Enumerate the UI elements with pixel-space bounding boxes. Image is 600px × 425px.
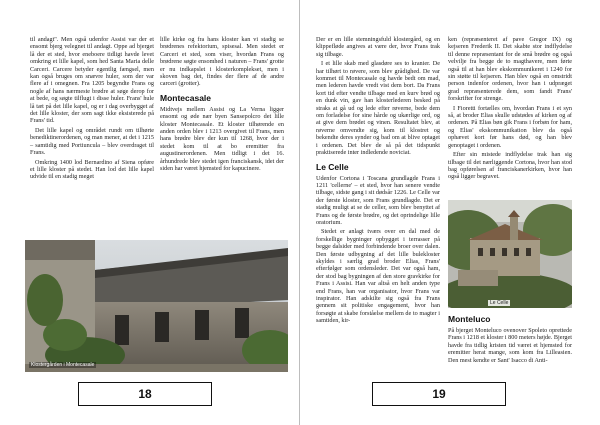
right-column-2 bbox=[448, 36, 572, 183]
paragraph: Stedet er anlagt tværs over en dal med de forskellige bygninger opbygget i terrasser på begge dalsider med forbindende broer over dalen. Den første udbygning af det lille bulekloster skyldes i særlig grad broder Elias, Frans' efterfølger som ordensleder. Det var også ham, der stod bag bygningen af den store gravkirke for Frans i Assisi. Han var altså en helt anden type end Frans, han var organisator, hvor Frans var inspirator. Han adskilte sig også fra Frans gennem sit politiske engagement, hvor han forsøgte at skabe forståelse mellem de to magter i samtiden, kir- bbox=[316, 228, 440, 325]
left-column-1 bbox=[30, 36, 154, 183]
paragraph: Der er en lille stemningsfuld klostergård, og en klippefløde angives at være der, hvor Frans trak sig tilbage. bbox=[316, 36, 440, 58]
right-page bbox=[300, 0, 600, 425]
section-heading-montecasale: Montecasale bbox=[160, 92, 212, 103]
page-number-box: 18 bbox=[78, 382, 212, 406]
paragraph: til andagt". Men også udenfor Assisi var der et ensomt bjerg velegnet til andagt. Oppe ad bjerget lå der et sted, hvor eneboere tidligt havde levet omkring et lille kapel, som hed Santa Maria delle Carceri. Carcere betyder egentlig fængsel, men kan også bruges om snævre huler, som der var flere af i omegnen. Fra 1205 begyndte Frans og nogle af hans nærmeste brødre at søge derop for at bede, og søgte tilflugt i disse huler. Frans' hule lå tæt på det lille kapel, og er i dag overbygget af det lille kloster, der som sagt ikke eksisterede på Frans' tid. bbox=[30, 36, 154, 125]
right-column-2-bottom bbox=[448, 314, 572, 366]
paragraph: ken (repræsenteret af pave Gregor IX) og kejseren Frederik II. Det skabte stor indflydelse til denne repræsentant for de små brødre og også velvilje fra begge de to magthavere, men førte også til at han blev ekskommunikeret i 1240 for sin støtte til kejseren. Han blev også en omstridt person indenfor ordenen, hvor han i udpræget grad repræsenterede dem, som fandt Frans' forskrifter for strenge. bbox=[448, 36, 572, 103]
section-heading-monteluco: Monteluco bbox=[448, 314, 491, 324]
paragraph: Midtvejs mellem Assisi og La Verna ligger ensomt og øde nær byen Sansepolcro det lille kloster Montecasale. Et kloster tilhørende en anden orden blev i 1213 overgivet til Frans, men hans brødre blev der kun til 1268, hvor der i stedet kom til at bo eremitter fra augustinerordenen. Men tidligt i det 16. århundrede blev stedet igen franciskansk, idet der siden har været hjemsted for kapucinere. bbox=[160, 105, 284, 173]
paragraph: Efter sin mistede indflydelse trak han sig tilbage til det nærliggende Cortona, hvor han stod bag opførelsen af franciskanerkirken, hvor han også ligger begravet. bbox=[448, 151, 572, 181]
page-number-box: 19 bbox=[372, 382, 506, 406]
paragraph: I Fioretti fortælles om, hvordan Frans i et syn så, at broder Elias skulle udstødes af kirken og af ordenen. På Elias bøn gik Frans i forbøn for ham, og Elias' ekskommunikation blev da også ophævet kort før hans død, og han blev genoptaget i ordenen. bbox=[448, 104, 572, 149]
cloister-photo-illustration bbox=[25, 240, 288, 372]
photo-caption: Le Celle bbox=[490, 300, 509, 306]
photo-caption: Klostergården i Montecasale bbox=[31, 362, 95, 368]
le-celle-photo bbox=[448, 200, 572, 308]
left-column-2 bbox=[160, 36, 284, 175]
paragraph: Omkring 1400 lod Bernardino af Siena opføre et lille kloster på stedet. Han lod det lille kapel udvide til en stadig meget bbox=[30, 158, 154, 181]
right-column-1 bbox=[316, 36, 440, 327]
le-celle-photo-illustration bbox=[448, 200, 572, 308]
section-heading-le-celle: Le Celle bbox=[316, 161, 349, 172]
paragraph: Det lille kapel og området rundt om tilhørte benediktinerordenen, og man mener, at det i 1215 – samtidig med Portiuncula – blev overdraget til Frans. bbox=[30, 126, 154, 157]
paragraph: På bjerget Monteluco ovenover Spoleto oprettede Frans i 1218 et kloster i 800 meters højde. Bjerget havde fra tidlig kristen tid været et hjemsted for eremitter herat mange, som kom fra Lilleasien. Den mest kendte er Sant' Isacco di Anti- bbox=[448, 327, 572, 364]
paragraph: I et lille skab med glasdøre ses to kranier. De har tilhørt to røvere, som blev grådighed. De var kommet til Montecasale og havde bedt om mad, men lederen havde vredt vist dem bort. Da Frans kort tid efter vendte tilbage med en kurv brød og en dunk vin, gav han klosterlederen besked på straks at gå ud og lede efter røverne, bede dem om forladelse for sine hårde og ukærlige ord, og at give dem brødet og vinen. Resultatet blev, at røverne omvendte sig, kom til klostret og bekendte deres synder og bad om at blive optaget i ordenen. Det blev de så på det tidspunkt praktiserede inter indledende noviciat. bbox=[316, 60, 440, 157]
paragraph: Udenfor Cortona i Toscana grundlagde Frans i 1211 'cellerne' – et sted, hvor han senere vendte tilbage, sidste gang i sit dødsår 1226. Le Celle var der første kloster, som Frans grundlagde. Det er stadig muligt at se de celler, som blev benyttet af Frans og de første brødre, og det oprindelige lille oratorium. bbox=[316, 174, 440, 226]
paragraph: lille kirke og fra hans kloster kan vi stadig se brødrenes refektorium, spisesal. Men stedet er Carceri et sted, som viser, hvordan Frans og brødrene søgte ensomhed i naturen – Frans' grotte er nu indkapslet i klosterkomplekset, men i skoven bag det, findes der flere af de andre carceri (grotter). bbox=[160, 36, 284, 88]
montecasale-cloister-photo bbox=[25, 240, 288, 372]
